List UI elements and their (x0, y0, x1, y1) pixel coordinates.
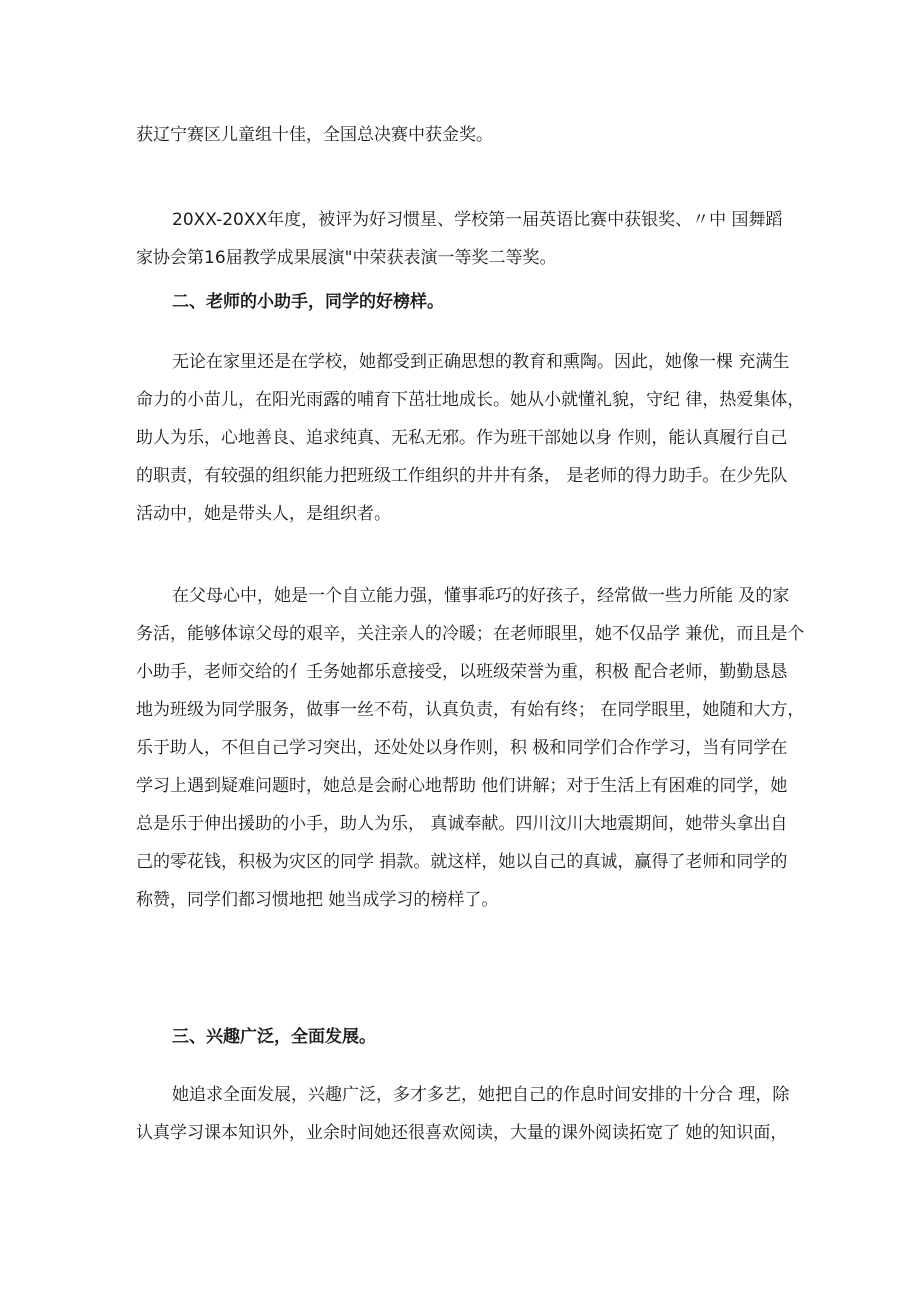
paragraph-family-school (136, 577, 805, 919)
section-heading-helper: 二、老师的小助手，同学的好榜样。 (172, 292, 444, 312)
text-line: 己的零花钱，积极为灾区的同学 捐款。就这样，她以自己的真诚，赢得了老师和同学的 (136, 852, 788, 872)
text-line: 总是乐于伸出援助的小手，助人为乐， 真诚奉献。四川汶川大地震期间，她带头拿出自 (136, 814, 788, 834)
paragraph-development (136, 1076, 796, 1152)
text-line: 的职责，有较强的组织能力把班级工作组织的井井有条， 是老师的得力助手。在少先队 (136, 466, 788, 486)
section-heading-interests: 三、兴趣广泛，全面发展。 (172, 1027, 376, 1047)
text-line: 称赞，同学们都习惯地把 她当成学习的榜样了。 (136, 890, 499, 910)
text-line: 活动中，她是带头人，是组织者。 (136, 504, 391, 524)
text-line: 命力的小苗儿，在阳光雨露的哺育下茁壮地成长。她从小就懂礼貌，守纪 律，热爱集体， (136, 390, 805, 410)
paragraph-awards-year (136, 201, 796, 277)
text-line: 学习上遇到疑难问题时，她总是会耐心地帮助 他们讲解；对于生活上有困难的同学，她 (136, 776, 788, 796)
text-line: 地为班级为同学服务，做事一丝不苟，认真负责，有始有终； 在同学眼里，她随和大方， (136, 700, 805, 720)
paragraph-character (136, 343, 805, 533)
text-line: 家协会第16届教学成果展演"中荣获表演一等奖二等奖。 (136, 248, 557, 268)
text-line: 助人为乐，心地善良、追求纯真、无私无邪。作为班干部她以身 作则，能认真履行自己 (136, 428, 788, 448)
text-line: 在父母心中，她是一个自立能力强，懂事乖巧的好孩子，经常做一些力所能 及的家 (172, 586, 790, 606)
text-line: 小助手，老师交给的亻壬务她都乐意接受，以班级荣誉为重，积极 配合老师，勤勤恳恳 (136, 662, 788, 682)
text-line: 获辽宁赛区儿童组十佳，全国总决赛中获金奖。 (136, 125, 493, 145)
text-line: 乐于助人，不但自己学习突出，还处处以身作则，积 极和同学们合作学习，当有同学在 (136, 738, 788, 758)
text-line: 无论在家里还是在学校，她都受到正确思想的教育和熏陶。因此，她像一棵 充满生 (172, 352, 790, 372)
text-line: 认真学习课本知识外，业余时间她还很喜欢阅读，大量的课外阅读拓宽了 她的知识面， (136, 1123, 788, 1143)
text-line: 她追求全面发展，兴趣广泛，多才多艺，她把自己的作息时间安排的十分合 理，除 (172, 1085, 790, 1105)
paragraph-award-liaoning (136, 116, 796, 154)
text-line: 20XX-20XX年度，被评为好习惯星、学校第一届英语比赛中获银奖、〃中 国舞蹈 (172, 210, 783, 230)
text-line: 务活，能够体谅父母的艰辛，关注亲人的冷暖；在老师眼里，她不仅品学 兼优，而且是个 (136, 624, 805, 644)
